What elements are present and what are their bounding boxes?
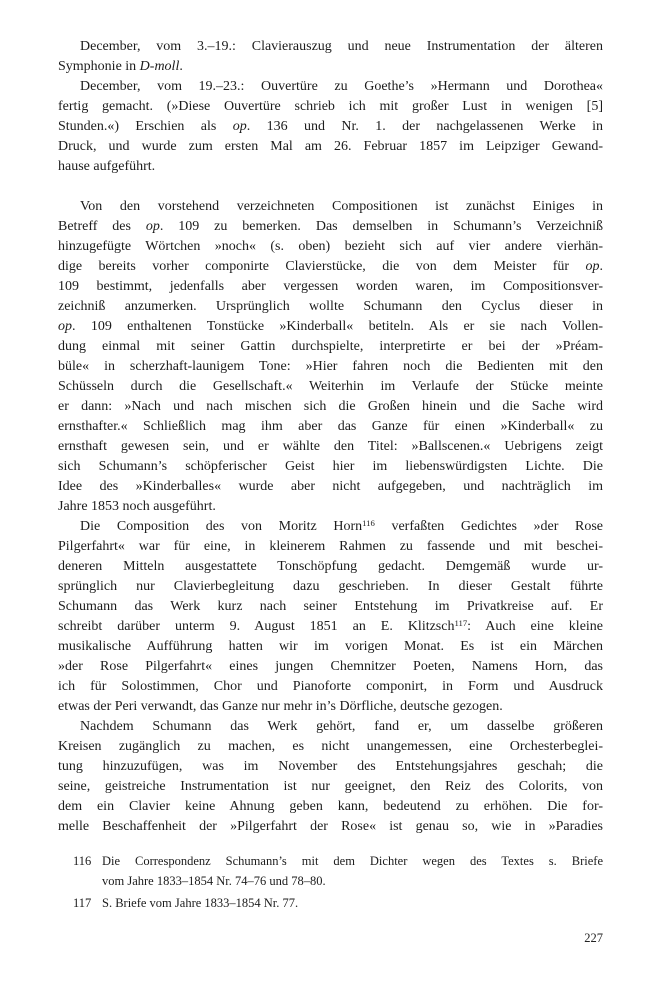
text-line: sprünglich nur Clavierbegleitung dazu geschrieben. In dieser Gestalt führte: [58, 579, 603, 594]
paragraph: [58, 717, 603, 837]
footnote-text: [102, 851, 603, 891]
text-line: Jahre 1853 noch ausgeführt.: [58, 499, 216, 514]
text-line: büle« in scherzhaft-launigem Tone: »Hier fahren noch die Bedienten mit den: [58, 359, 603, 374]
text-line: melle Beschaffenheit der »Pilgerfahrt der Rose« ist genau so, wie in »Paradies: [58, 819, 603, 834]
text-line: Pilgerfahrt« war für eine, in kleinerem Rahmen zu fassende und mit beschei-: [58, 539, 603, 554]
text-line: Von den vorstehend verzeichneten Compositionen ist zunächst Einiges in: [80, 199, 603, 214]
text-line: vom Jahre 1833–1854 Nr. 74–76 und 78–80.: [102, 874, 326, 888]
text-line: »der Rose Pilgerfahrt« eines jungen Chemnitzer Poeten, Namens Horn, das: [58, 659, 603, 674]
text-line: Die Composition des von Moritz Horn$^{116}$ verfaßten Gedichtes »der Rose: [80, 518, 603, 534]
text-line: Stunden.«) Erschien als op. 136 und Nr. 1. der nachgelassenen Werke in: [58, 119, 603, 134]
footnote: [58, 893, 603, 913]
text-column: [58, 37, 603, 913]
text-line: hause aufgeführt.: [58, 159, 156, 174]
text-line: Druck, und wurde zum ersten Mal am 26. Februar 1857 im Leipziger Gewand-: [58, 139, 603, 154]
paragraph: [58, 197, 603, 517]
text-line: etwas der Peri verwandt, das Ganze nur mehr in’s Dörfliche, deutsche gezogen.: [58, 699, 503, 714]
text-line: musikalische Aufführung hatten wir im vorigen Monat. Es ist ein Märchen: [58, 639, 603, 654]
footnote-number: 116: [73, 854, 92, 868]
text-line: December, vom 3.–19.: Clavierauszug und neue Instrumentation der älteren: [80, 39, 603, 54]
footnote-text: [102, 893, 603, 913]
text-line: Betreff des op. 109 zu bemerken. Das demselben in Schumann’s Verzeichniß: [58, 219, 603, 234]
text-line: December, vom 19.–23.: Ouvertüre zu Goethe’s »Hermann und Dorothea«: [80, 79, 603, 94]
paragraph: [58, 77, 603, 177]
footnotes: [58, 851, 603, 913]
text-line: dem ein Clavier keine Ahnung geben kann, bedeutend zu erhöhen. Die for-: [58, 799, 603, 814]
text-line: dige bereits vorher componirte Clavierstücke, die von dem Meister für op.: [58, 259, 603, 274]
text-line: er dann: »Nach und nach mischen sich die Großen hinein und die Sache wird: [58, 399, 603, 414]
footnote-number: 117: [73, 896, 92, 910]
text-line: ernsthafter.« Schließlich mag ihm aber das Ganze für einen »Kinderball« zu: [58, 419, 603, 434]
paragraph: [58, 517, 603, 717]
paragraph: [58, 37, 603, 77]
text-line: tung hinzuzufügen, was im November des Entstehungsjahres geschah; die: [58, 759, 603, 774]
text-line: Schüsseln durch die Gesellschaft.« Weiterhin im Verlaufe der Stücke meinte: [58, 379, 603, 394]
text-line: Symphonie in D-moll.: [58, 59, 183, 74]
text-line: Nachdem Schumann das Werk gehört, fand er, um dasselbe größeren: [80, 719, 603, 734]
text-line: S. Briefe vom Jahre 1833–1854 Nr. 77.: [102, 896, 299, 910]
text-line: Schumann das Werk kurz nach seiner Entstehung im Privatkreise auf. Er: [58, 599, 603, 614]
text-line: ich für Solostimmen, Chor und Pianoforte componirt, in Form und Ausdruck: [58, 679, 603, 694]
text-line: Kreisen zugänglich zu machen, es nicht unangemessen, eine Orchesterbeglei-: [58, 739, 603, 754]
text-line: Idee des »Kinderballes« wurde aber nicht aufgegeben, und nachträglich im: [58, 479, 603, 494]
text-line: fertig gemacht. (»Diese Ouvertüre schrieb ich mit großer Lust in wenigen [5]: [58, 99, 603, 114]
text-line: seine, geistreiche Instrumentation ist nur geeignet, den Reiz des Colorits, von: [58, 779, 603, 794]
body-text: [58, 37, 603, 837]
footnote: [58, 851, 603, 891]
text-line: op. 109 enthaltenen Tonstücke »Kinderball« betiteln. Als er sie nach Vollen-: [58, 319, 603, 334]
text-line: 109 bestimmt, jedenfalls aber vergessen worden waren, im Compositionsver-: [58, 279, 603, 294]
page-number: 227: [584, 931, 603, 945]
text-line: Die Correspondenz Schumann’s mit dem Dichter wegen des Textes s. Briefe: [102, 854, 603, 868]
text-line: ernsthaft gewesen sein, und er wählte den Titel: »Ballscenen.« Uebrigens zeigt: [58, 439, 603, 454]
text-line: schreibt darüber unterm 9. August 1851 an E. Klitzsch$^{117}$: Auch eine kleine: [58, 618, 604, 634]
text-line: dung einmal mit seiner Gattin durchspielte, interpretirte er bei der »Préam-: [58, 339, 603, 354]
text-line: hinzugefügte Wörtchen »noch« (s. oben) bezieht sich auf vier andere vierhän-: [58, 239, 603, 254]
text-line: deneren Mitteln ausgestattete Tonschöpfung gedacht. Demgemäß wurde ur-: [58, 559, 603, 574]
text-line: zeichniß anzumerken. Ursprünglich wollte Schumann den Cyclus dieser in: [58, 299, 603, 314]
text-line: sich Schumann’s schöpferischer Geist hier im liebenswürdigsten Lichte. Die: [58, 459, 603, 474]
